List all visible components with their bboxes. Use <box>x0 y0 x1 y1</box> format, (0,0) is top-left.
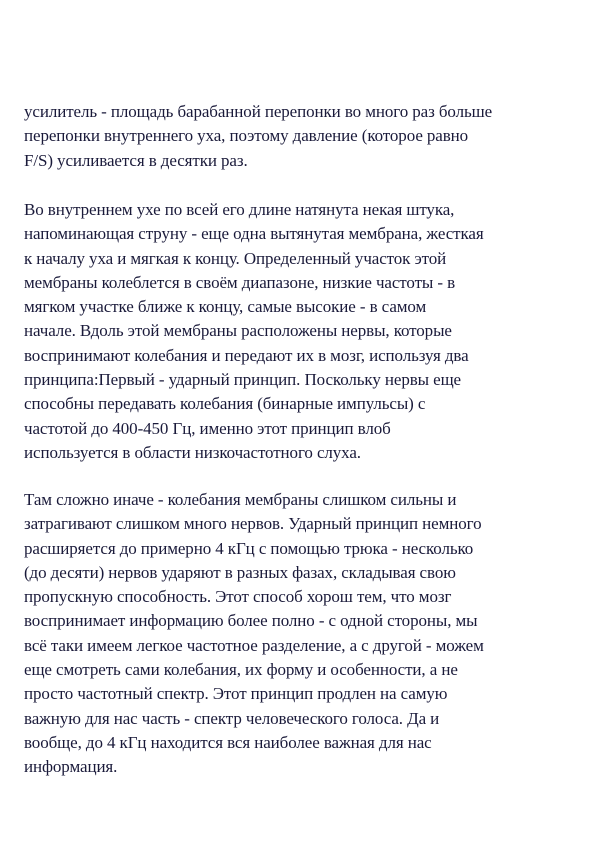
text-line: вообще, до 4 кГц находится вся наиболее важная для нас <box>24 732 432 752</box>
text-line: перепонки внутреннего уха, поэтому давление (которое равно <box>24 126 469 146</box>
text-line: информация. <box>24 757 118 777</box>
text-line: расширяется до примерно 4 кГц с помощью трюка - несколько <box>24 538 474 558</box>
text-line: мягком участке ближе к концу, самые высокие - в самом <box>24 297 427 317</box>
text-line: воспринимает информацию более полно - с одной стороны, мы <box>24 611 478 631</box>
text-line: просто частотный спектр. Этот принцип продлен на самую <box>24 684 448 704</box>
text-line: всё таки имеем легкое частотное разделение, а с другой - можем <box>24 635 484 655</box>
paragraph-3 <box>24 488 584 780</box>
text-line: F/S) усиливается в десятки раз. <box>24 150 248 170</box>
text-line: напоминающая струну - еще одна вытянутая мембрана, жесткая <box>24 224 484 244</box>
text-line: способны передавать колебания (бинарные импульсы) с <box>24 394 426 414</box>
text-line: важную для нас часть - спектр человеческого голоса. Да и <box>24 708 440 728</box>
text-line: Там сложно иначе - колебания мембраны слишком сильны и <box>24 490 457 509</box>
text-line: усилитель - площадь барабанной перепонки во много раз больше <box>24 102 493 121</box>
text-line: пропускную способность. Этот способ хорош тем, что мозг <box>24 587 452 607</box>
text-line: воспринимают колебания и передают их в мозг, используя два <box>24 345 469 365</box>
text-line: Во внутреннем ухе по всей его длине натянута некая штука, <box>24 200 455 219</box>
text-line: частотой до 400-450 Гц, именно этот принцип влоб <box>24 418 391 438</box>
text-line: еще смотреть сами колебания, их форму и особенности, а не <box>24 660 458 680</box>
text-line: мембраны колеблется в своём диапазоне, низкие частоты - в <box>24 272 456 292</box>
text-line: затрагивают слишком много нервов. Ударный принцип немного <box>24 514 482 534</box>
text-line: (до десяти) нервов ударяют в разных фазах, складывая свою <box>24 562 456 582</box>
paragraph-1 <box>24 100 584 173</box>
text-line: принципа:Первый - ударный принцип. Поскольку нервы еще <box>24 370 462 390</box>
text-line: начале. Вдоль этой мембраны расположены нервы, которые <box>24 321 452 341</box>
text-line: используется в области низкочастотного слуха. <box>24 442 361 462</box>
paragraph-2 <box>24 198 584 465</box>
text-line: к началу уха и мягкая к концу. Определенный участок этой <box>24 248 447 268</box>
